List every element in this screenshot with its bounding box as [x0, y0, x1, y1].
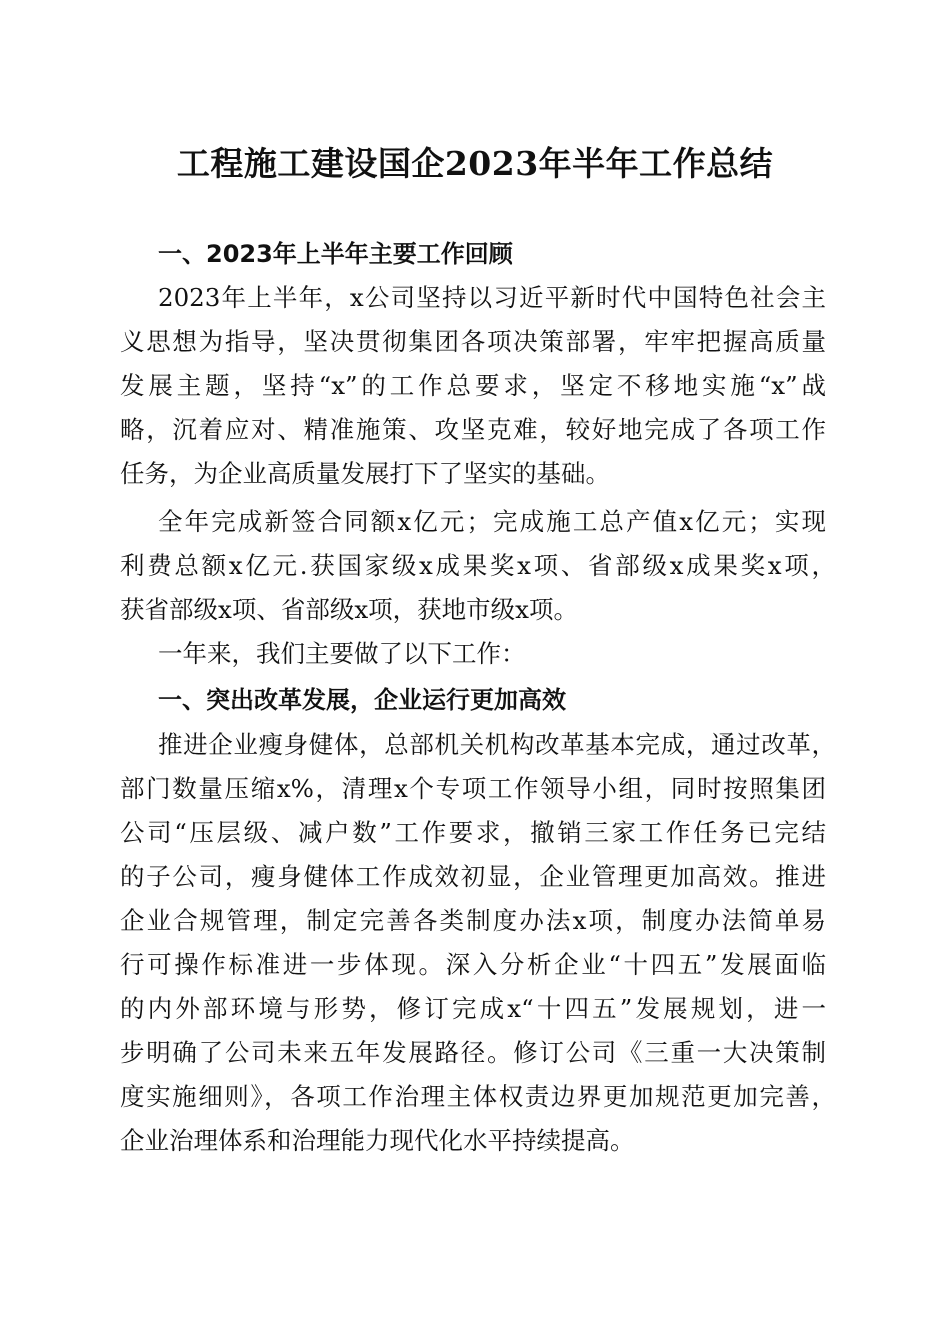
document-title: 工程施工建设国企2023年半年工作总结 — [176, 144, 774, 183]
paragraph-line: 全年完成新签合同额x亿元；完成施工总产值x亿元；实现 — [158, 507, 826, 536]
paragraph-line: 略，沉着应对、精准施策、攻坚克难，较好地完成了各项工作 — [120, 415, 826, 444]
paragraph-line: 2023年上半年，x公司坚持以习近平新时代中国特色社会主 — [158, 283, 826, 312]
section-heading: 一、2023年上半年主要工作回顾 — [158, 240, 513, 268]
paragraph-line: 获省部级x项、省部级x项，获地市级x项。 — [120, 595, 578, 624]
paragraph-line: 一年来，我们主要做了以下工作： — [158, 639, 526, 668]
subsection-heading: 一、突出改革发展，企业运行更加高效 — [158, 686, 566, 714]
paragraph-line: 义思想为指导，坚决贯彻集团各项决策部署，牢牢把握高质量 — [120, 327, 826, 356]
paragraph-line: 推进企业瘦身健体，总部机关机构改革基本完成，通过改革， — [158, 730, 836, 759]
paragraph-line: 的子公司，瘦身健体工作成效初显，企业管理更加高效。推进 — [120, 862, 826, 891]
paragraph-line: 发展主题，坚持“x”的工作总要求，坚定不移地实施“x”战 — [120, 371, 826, 400]
paragraph-line: 度实施细则》，各项工作治理主体权责边界更加规范更加完善， — [120, 1082, 836, 1111]
paragraph-line: 企业合规管理，制定完善各类制度办法x项，制度办法简单易 — [120, 906, 826, 935]
paragraph-line: 行可操作标准进一步体现。深入分析企业“十四五”发展面临 — [120, 950, 826, 979]
paragraph-line: 部门数量压缩x%，清理x个专项工作领导小组，同时按照集团 — [120, 774, 826, 803]
paragraph-line: 公司“压层级、减户数”工作要求，撤销三家工作任务已完结 — [120, 818, 826, 847]
paragraph-line: 的内外部环境与形势，修订完成x“十四五”发展规划，进一 — [120, 994, 826, 1023]
paragraph-line: 企业治理体系和治理能力现代化水平持续提高。 — [120, 1126, 635, 1155]
paragraph-line: 利费总额x亿元.获国家级x成果奖x项、省部级x成果奖x项， — [120, 551, 836, 580]
paragraph-line: 任务，为企业高质量发展打下了坚实的基础。 — [120, 459, 610, 488]
paragraph-line: 步明确了公司未来五年发展路径。修订公司《三重一大决策制 — [120, 1038, 826, 1067]
